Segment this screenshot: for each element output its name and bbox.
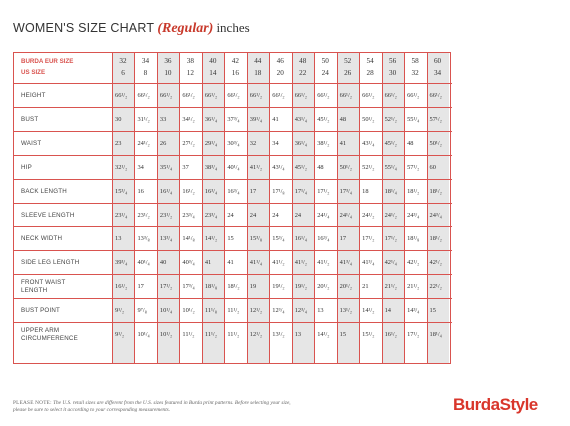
measurement-label: FRONT WAIST LENGTH xyxy=(21,279,66,295)
measurement-value: 41¹/₂ xyxy=(249,163,263,171)
measurement-value: 66¹/₂ xyxy=(227,92,240,99)
measurement-value: 41 xyxy=(204,259,212,267)
measurement-value: 66¹/₂ xyxy=(159,92,173,99)
us-size-value: 10 xyxy=(164,69,172,77)
measurement-value: 48 xyxy=(407,139,414,147)
row-divider xyxy=(14,107,452,108)
measurement-value: 57¹/₂ xyxy=(429,115,442,123)
measurement-value: 41 xyxy=(339,139,347,147)
measurement-value: 17¹/₂ xyxy=(159,283,173,291)
measurement-value: 9⁷/₈ xyxy=(137,307,147,315)
footnote-line2: please be sure to select it according to your corresponding measurements. xyxy=(13,407,171,413)
measurement-label: SLEEVE LENGTH xyxy=(21,211,75,219)
measurement-value: 16³/₄ xyxy=(317,235,330,243)
measurement-value: 66¹/₂ xyxy=(249,92,263,99)
measurement-value: 21¹/₂ xyxy=(407,283,420,291)
measurement-value: 16 xyxy=(137,187,144,195)
measurement-value: 24¹/₄ xyxy=(339,211,352,219)
measurement-value: 18¹/₂ xyxy=(429,187,442,195)
measurement-value: 41¹/₄ xyxy=(249,259,263,267)
measurement-value: 11¹/₂ xyxy=(182,331,195,338)
title-suffix: inches xyxy=(216,20,250,35)
measurement-value: 18¹/₂ xyxy=(407,187,420,195)
measurement-value: 17¹/₂ xyxy=(407,331,420,338)
eur-size-value: 56 xyxy=(389,57,397,65)
row-divider xyxy=(14,131,452,132)
measurement-value: 18 xyxy=(362,187,369,195)
measurement-value: 48 xyxy=(317,163,324,171)
measurement-value: 14 xyxy=(384,307,391,315)
measurement-value: 30³/₄ xyxy=(227,139,240,147)
measurement-value: 9¹/₂ xyxy=(115,331,125,338)
measurement-value: 66¹/₂ xyxy=(429,92,442,99)
measurement-value: 18¹/₂ xyxy=(227,283,240,291)
measurement-value: 31¹/₂ xyxy=(137,115,150,123)
measurement-value: 21¹/₂ xyxy=(384,283,397,291)
title-highlight: (Regular) xyxy=(157,21,214,36)
us-size-value: 28 xyxy=(366,69,374,77)
column-shade xyxy=(112,53,134,363)
measurement-value: 24¹/₂ xyxy=(137,139,150,147)
burdastyle-logo: BurdaStyle xyxy=(453,395,538,414)
measurement-value: 41³/₄ xyxy=(362,259,375,267)
eur-size-value: 60 xyxy=(433,57,442,65)
measurement-value: 50¹/₂ xyxy=(429,139,442,147)
column-divider xyxy=(134,53,135,363)
measurement-value: 66¹/₂ xyxy=(407,92,420,99)
measurement-value: 12¹/₂ xyxy=(249,307,263,315)
measurement-value: 10¹/₂ xyxy=(159,331,173,338)
measurement-value: 13¹/₂ xyxy=(339,307,352,315)
measurement-value: 23 xyxy=(115,139,122,147)
row-divider xyxy=(14,298,452,299)
measurement-value: 57¹/₂ xyxy=(407,163,420,171)
measurement-value: 40¹/₄ xyxy=(227,163,240,171)
measurement-value: 37 xyxy=(182,163,189,171)
measurement-value: 41¹/₂ xyxy=(294,259,308,267)
measurement-value: 45¹/₂ xyxy=(294,163,308,171)
measurement-value: 66¹/₂ xyxy=(339,92,352,99)
column-divider xyxy=(382,53,383,363)
measurement-value: 17¹/₄ xyxy=(294,187,308,195)
measurement-value: 23³/₄ xyxy=(204,211,218,219)
us-size-value: 22 xyxy=(299,69,307,77)
us-size-value: 6 xyxy=(121,69,125,77)
column-divider xyxy=(224,53,225,363)
measurement-value: 19¹/₂ xyxy=(294,283,308,291)
row-divider xyxy=(14,322,452,323)
measurement-value: 18¹/₄ xyxy=(384,187,397,195)
measurement-value: 27¹/₂ xyxy=(182,139,195,147)
measurement-value: 36¹/₄ xyxy=(204,115,218,123)
column-divider xyxy=(404,53,405,363)
measurement-value: 14¹/₂ xyxy=(204,235,218,243)
eur-size-value: 38 xyxy=(186,57,194,65)
eur-size-value: 46 xyxy=(276,57,284,65)
measurement-value: 13 xyxy=(317,307,324,315)
measurement-value: 17 xyxy=(339,235,347,243)
measurement-value: 39¹/₄ xyxy=(249,115,263,123)
column-divider xyxy=(337,53,338,363)
measurement-value: 21 xyxy=(362,283,369,291)
measurement-value: 32 xyxy=(249,139,257,147)
measurement-label: BUST POINT xyxy=(21,307,61,315)
measurement-label: WAIST xyxy=(21,139,42,147)
measurement-value: 41 xyxy=(272,115,279,123)
measurement-value: 24 xyxy=(272,211,279,219)
measurement-label: HIP xyxy=(21,163,32,171)
measurement-value: 17 xyxy=(249,187,257,195)
measurement-value: 17¹/₈ xyxy=(272,187,285,195)
us-size-value: 16 xyxy=(231,69,239,77)
measurement-value: 16¹/₂ xyxy=(182,187,195,195)
measurement-value: 66¹/₂ xyxy=(182,92,195,99)
measurement-value: 19 xyxy=(249,283,257,291)
column-shade xyxy=(382,53,404,363)
measurement-value: 16¹/₂ xyxy=(115,283,128,291)
measurement-value: 43¹/₄ xyxy=(294,115,308,123)
measurement-value: 22¹/₂ xyxy=(429,283,442,291)
measurement-value: 55¹/₄ xyxy=(384,163,397,171)
column-divider xyxy=(269,53,270,363)
measurement-value: 32¹/₂ xyxy=(115,163,128,171)
measurement-value: 40¹/₄ xyxy=(137,259,150,267)
measurement-label: SIDE LEG LENGTH xyxy=(21,259,80,267)
measurement-value: 13³/₄ xyxy=(159,235,173,243)
measurement-value: 42¹/₄ xyxy=(384,259,397,267)
eur-size-value: 52 xyxy=(344,57,352,65)
measurement-label: BUST xyxy=(21,115,39,123)
measurement-value: 66¹/₂ xyxy=(294,92,308,99)
measurement-value: 10¹/₂ xyxy=(182,307,195,315)
measurement-value: 15 xyxy=(339,331,347,338)
row-divider xyxy=(14,155,452,156)
eur-size-value: 58 xyxy=(411,57,419,65)
measurement-value: 52¹/₂ xyxy=(362,163,375,171)
column-shade xyxy=(157,53,179,363)
eur-size-value: 32 xyxy=(119,57,127,65)
measurement-value: 15 xyxy=(429,307,436,315)
measurement-value: 45¹/₂ xyxy=(317,115,330,123)
measurement-value: 34 xyxy=(272,139,279,147)
measurement-value: 26 xyxy=(159,139,167,147)
measurement-value: 20¹/₂ xyxy=(339,283,352,291)
size-chart-table xyxy=(13,52,451,364)
row-divider xyxy=(14,274,452,275)
measurement-value: 12³/₄ xyxy=(272,307,285,315)
us-size-value: 24 xyxy=(321,69,329,77)
measurement-value: 41 xyxy=(227,259,234,267)
measurement-value: 50¹/₂ xyxy=(339,163,352,171)
row-divider xyxy=(14,179,452,180)
measurement-value: 30 xyxy=(115,115,122,123)
column-divider xyxy=(427,53,428,363)
column-divider xyxy=(157,53,158,363)
measurement-value: 13 xyxy=(115,235,122,243)
column-divider xyxy=(292,53,293,363)
eur-size-value: 44 xyxy=(254,57,262,65)
measurement-label: HEIGHT xyxy=(21,92,46,99)
column-shade xyxy=(427,53,449,363)
eur-size-label: BURDA EUR SIZE xyxy=(21,58,74,65)
measurement-value: 48 xyxy=(339,115,347,123)
measurement-value: 24¹/₄ xyxy=(317,211,330,219)
measurement-value: 16¹/₄ xyxy=(159,187,173,195)
measurement-value: 15³/₄ xyxy=(272,235,285,243)
measurement-value: 29¹/₄ xyxy=(204,139,218,147)
title-prefix: WOMEN'S SIZE CHART xyxy=(13,21,155,35)
measurement-value: 17¹/₂ xyxy=(362,235,375,243)
measurement-value: 66¹/₂ xyxy=(317,92,330,99)
eur-size-value: 48 xyxy=(299,57,307,65)
measurement-value: 43¹/₄ xyxy=(362,139,375,147)
column-shade xyxy=(247,53,269,363)
measurement-value: 12³/₄ xyxy=(294,307,308,315)
measurement-label: BACK LENGTH xyxy=(21,187,67,195)
row-divider xyxy=(14,250,452,251)
measurement-value: 13¹/₂ xyxy=(272,331,285,338)
measurement-value: 60 xyxy=(429,163,436,171)
measurement-value: 41³/₄ xyxy=(339,259,352,267)
measurement-value: 24¹/₂ xyxy=(362,211,375,219)
row-divider xyxy=(14,226,452,227)
measurement-value: 16³/₄ xyxy=(204,187,218,195)
measurement-value: 24 xyxy=(227,211,234,219)
column-divider xyxy=(359,53,360,363)
measurement-value: 66¹/₂ xyxy=(384,92,397,99)
footnote-line1: The U.S. retail sizes are different from the U.S. sizes featured in Burda print patterns. Before selecting your size, xyxy=(53,400,291,406)
column-divider xyxy=(247,53,248,363)
measurement-value: 34 xyxy=(137,163,144,171)
column-divider xyxy=(112,53,113,363)
measurement-value: 24 xyxy=(249,211,257,219)
measurement-value: 38¹/₂ xyxy=(317,139,330,147)
measurement-value: 23¹/₂ xyxy=(137,211,150,219)
eur-size-value: 50 xyxy=(321,57,329,65)
measurement-value: 66¹/₂ xyxy=(272,92,285,99)
measurement-value: 16¹/₂ xyxy=(384,331,397,338)
row-divider xyxy=(14,203,452,204)
measurement-value: 66¹/₂ xyxy=(204,92,218,99)
page-title xyxy=(13,20,250,37)
us-size-value: 20 xyxy=(276,69,284,77)
us-size-value: 12 xyxy=(186,69,194,77)
measurement-value: 11¹/₂ xyxy=(204,331,217,338)
us-size-label: US SIZE xyxy=(21,69,46,76)
measurement-value: 13 xyxy=(294,331,302,338)
us-size-value: 34 xyxy=(433,69,442,77)
us-size-value: 26 xyxy=(344,69,352,77)
eur-size-value: 36 xyxy=(164,57,172,65)
measurement-value: 15³/₈ xyxy=(249,235,263,243)
measurement-value: 17¹/₂ xyxy=(384,235,397,243)
measurement-value: 18¹/₂ xyxy=(429,235,442,243)
measurement-value: 13³/₈ xyxy=(137,235,150,243)
column-divider xyxy=(314,53,315,363)
eur-size-value: 40 xyxy=(209,57,217,65)
measurement-value: 39³/₄ xyxy=(115,259,128,267)
column-shade xyxy=(202,53,224,363)
measurement-value: 23³/₄ xyxy=(182,211,195,219)
measurement-value: 66¹/₂ xyxy=(362,92,375,99)
header-divider xyxy=(14,83,452,84)
measurement-value: 15¹/₂ xyxy=(362,331,375,338)
measurement-value: 24 xyxy=(294,211,302,219)
footnote xyxy=(13,400,373,414)
measurement-value: 16¹/₄ xyxy=(294,235,308,243)
measurement-value: 16³/₄ xyxy=(227,187,240,195)
measurement-value: 14¹/₈ xyxy=(182,235,195,243)
measurement-value: 24¹/₂ xyxy=(384,211,397,219)
measurement-value: 18¹/₈ xyxy=(407,235,420,243)
measurement-value: 12¹/₂ xyxy=(249,331,263,338)
column-shade xyxy=(337,53,359,363)
measurement-value: 24³/₄ xyxy=(429,211,442,219)
measurement-value: 17³/₄ xyxy=(339,187,352,195)
eur-size-value: 54 xyxy=(366,57,374,65)
measurement-value: 15 xyxy=(227,235,234,243)
measurement-value: 41¹/₂ xyxy=(272,259,285,267)
us-size-value: 30 xyxy=(389,69,397,77)
measurement-value: 17 xyxy=(137,283,144,291)
measurement-value: 18¹/₄ xyxy=(429,331,442,338)
measurement-value: 15³/₄ xyxy=(115,187,128,195)
measurement-value: 50¹/₂ xyxy=(362,115,375,123)
measurement-value: 9¹/₂ xyxy=(115,307,125,315)
measurement-value: 10¹/₄ xyxy=(137,331,150,338)
footnote-prefix: PLEASE NOTE: xyxy=(13,400,52,406)
eur-size-value: 42 xyxy=(231,57,239,65)
measurement-value: 17¹/₂ xyxy=(317,187,330,195)
measurement-value: 20¹/₂ xyxy=(317,283,330,291)
measurement-value: 38³/₄ xyxy=(204,163,218,171)
measurement-value: 34¹/₂ xyxy=(182,115,195,123)
measurement-value: 36¹/₄ xyxy=(294,139,308,147)
measurement-value: 42¹/₂ xyxy=(407,259,420,267)
us-size-value: 32 xyxy=(411,69,419,77)
eur-size-value: 34 xyxy=(141,57,150,65)
measurement-value: 14³/₄ xyxy=(407,307,420,315)
measurement-value: 17³/₄ xyxy=(182,283,195,291)
measurement-value: 14¹/₂ xyxy=(362,307,375,315)
measurement-value: 66¹/₂ xyxy=(115,92,128,99)
measurement-value: 24³/₄ xyxy=(407,211,420,219)
measurement-value: 10¹/₄ xyxy=(159,307,173,315)
measurement-value: 23¹/₂ xyxy=(159,211,173,219)
measurement-value: 37³/₄ xyxy=(227,115,240,123)
column-divider xyxy=(202,53,203,363)
measurement-value: 42¹/₂ xyxy=(429,259,442,267)
measurement-value: 18¹/₈ xyxy=(204,283,218,291)
measurement-value: 35¹/₄ xyxy=(159,163,173,171)
measurement-value: 40³/₄ xyxy=(182,259,195,267)
us-size-value: 8 xyxy=(143,69,148,77)
measurement-value: 23¹/₄ xyxy=(115,211,128,219)
measurement-value: 33 xyxy=(159,115,167,123)
measurement-value: 43¹/₄ xyxy=(272,163,285,171)
us-size-value: 14 xyxy=(209,69,217,77)
measurement-value: 55¹/₄ xyxy=(407,115,420,123)
measurement-label: UPPER ARM CIRCUMFERENCE xyxy=(21,327,78,342)
column-divider xyxy=(179,53,180,363)
measurement-value: 19¹/₂ xyxy=(272,283,285,291)
measurement-value: 11¹/₂ xyxy=(227,307,240,315)
measurement-value: 40 xyxy=(159,259,167,267)
measurement-value: 41¹/₂ xyxy=(317,259,330,267)
measurement-value: 14¹/₂ xyxy=(317,331,330,338)
measurement-value: 66¹/₂ xyxy=(137,92,150,99)
measurement-label: NECK WIDTH xyxy=(21,235,63,243)
measurement-value: 45¹/₂ xyxy=(384,139,397,147)
measurement-value: 52¹/₂ xyxy=(384,115,397,123)
measurement-value: 11¹/₈ xyxy=(204,307,217,315)
us-size-value: 18 xyxy=(254,69,262,77)
measurement-value: 11¹/₂ xyxy=(227,331,240,338)
column-shade xyxy=(292,53,314,363)
